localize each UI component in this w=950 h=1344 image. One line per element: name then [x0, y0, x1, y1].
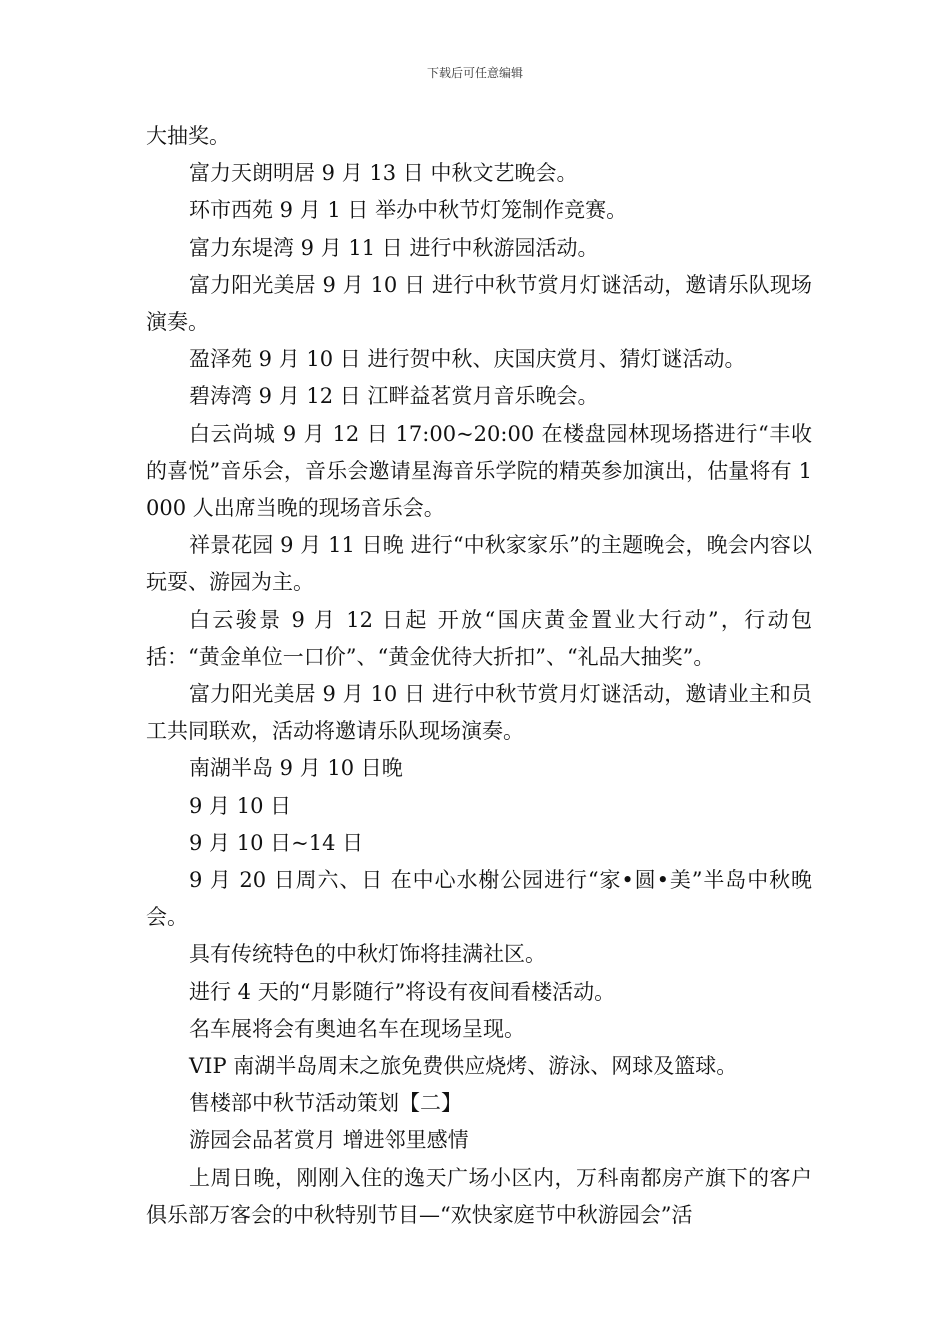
paragraph: 上周日晚，刚刚入住的逸天广场小区内，万科南都房产旗下的客户俱乐部万客会的中秋特别节目—“欢快家庭节中秋游园会”活 — [146, 1165, 812, 1227]
paragraph: 售楼部中秋节活动策划【二】 — [189, 1091, 462, 1116]
paragraph: 祥景花园 9 月 11 日晚 进行“中秋家家乐”的主题晚会，晚会内容以玩耍、游园为主。 — [146, 533, 812, 595]
paragraph: 具有传统特色的中秋灯饰将挂满社区。 — [189, 942, 546, 967]
paragraph: 富力天朗明居 9 月 13 日 中秋文艺晚会。 — [189, 161, 578, 186]
paragraph: 9 月 10 日 — [189, 793, 292, 818]
paragraph: VIP 南湖半岛周末之旅免费供应烧烤、游泳、网球及篮球。 — [189, 1054, 738, 1079]
paragraph: 白云骏景 9 月 12 日起 开放“国庆黄金置业大行动”，行动包括：“黄金单位一口价”、“黄金优待大折扣”、“礼品大抽奖”。 — [146, 607, 812, 669]
paragraph: 碧涛湾 9 月 12 日 江畔益茗赏月音乐晚会。 — [189, 384, 599, 409]
paragraph: 9 月 10 日~14 日 — [189, 830, 364, 855]
paragraph: 盈泽苑 9 月 10 日 进行贺中秋、庆国庆赏月、猜灯谜活动。 — [189, 347, 746, 372]
paragraph: 富力阳光美居 9 月 10 日 进行中秋节赏月灯谜活动，邀请业主和员工共同联欢，活动将邀请乐队现场演奏。 — [146, 682, 812, 744]
paragraph: 大抽奖。 — [146, 124, 230, 148]
paragraph: 环市西苑 9 月 1 日 举办中秋节灯笼制作竞赛。 — [189, 198, 628, 223]
paragraph: 9 月 20 日周六、日 在中心水榭公园进行“家•圆•美”半岛中秋晚会。 — [146, 868, 812, 930]
paragraph: 游园会品茗赏月 增进邻里感情 — [189, 1128, 469, 1153]
document-body — [146, 118, 812, 1234]
paragraph: 进行 4 天的“月影随行”将设有夜间看楼活动。 — [189, 979, 616, 1004]
paragraph: 南湖半岛 9 月 10 日晚 — [189, 756, 403, 781]
page-header: 下载后可任意编辑 — [426, 66, 523, 80]
paragraph: 富力东堤湾 9 月 11 日 进行中秋游园活动。 — [189, 235, 599, 260]
paragraph: 白云尚城 9 月 12 日 17:00~20:00 在楼盘园林现场搭进行“丰收的喜悦”音乐会，音乐会邀请星海音乐学院的精英参加演出，估量将有 1000 人出席当晚的现场音乐会。 — [146, 421, 812, 521]
paragraph: 名车展将会有奥迪名车在现场呈现。 — [189, 1016, 525, 1041]
paragraph: 富力阳光美居 9 月 10 日 进行中秋节赏月灯谜活动，邀请乐队现场演奏。 — [146, 272, 812, 335]
